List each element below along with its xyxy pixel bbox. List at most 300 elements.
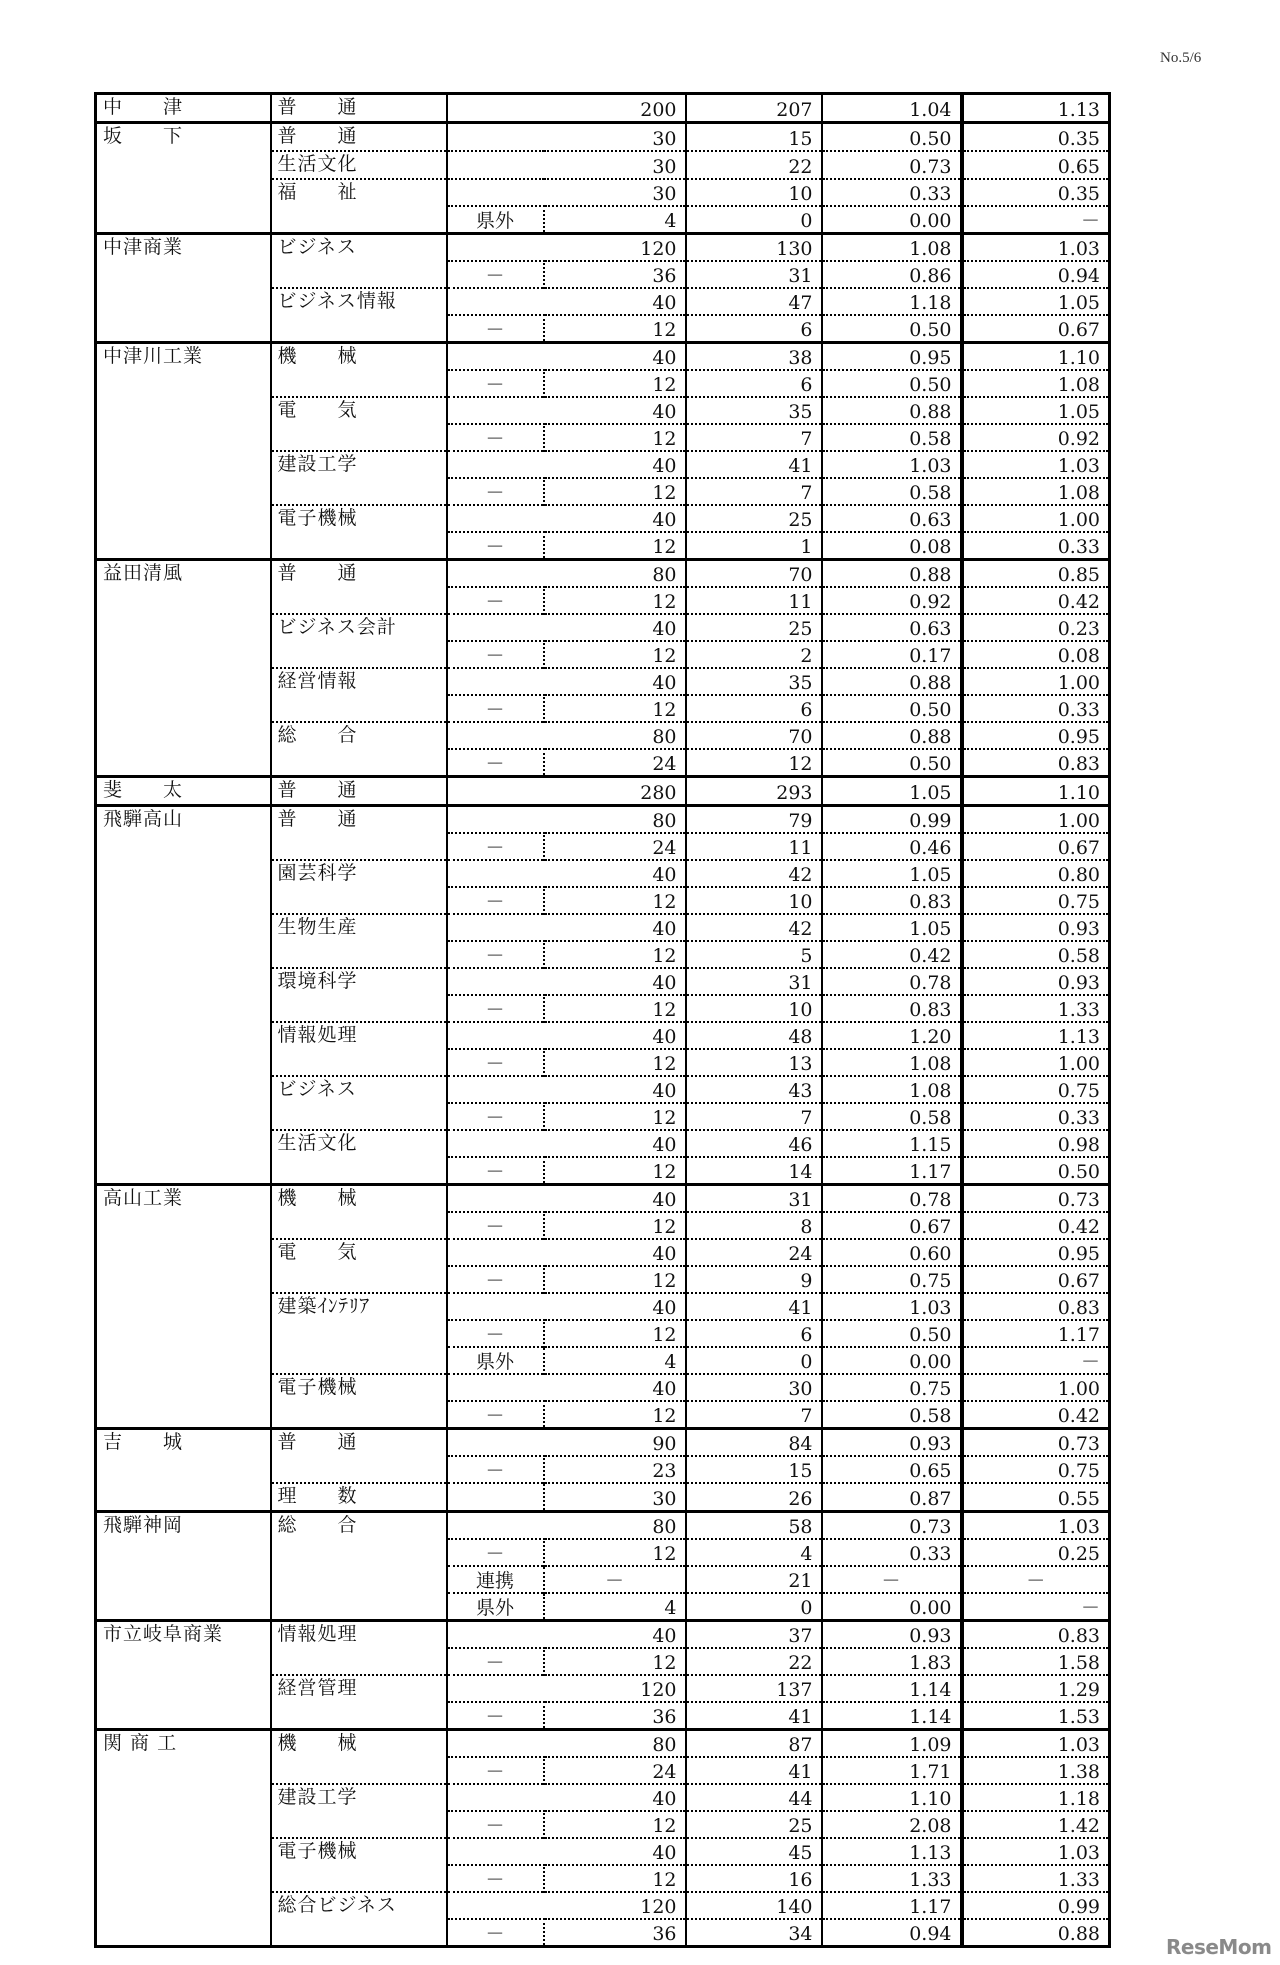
applicants-cell: 21 [686,1566,822,1593]
previous-ratio-cell: 0.88 [962,1919,1110,1947]
table-row [96,560,1110,588]
capacity-cell: 12 [544,1212,686,1239]
course-name: 生活文化 [271,1130,447,1185]
course-name: 経営管理 [271,1675,447,1730]
applicants-cell: 6 [686,315,822,343]
sub-category-label [447,1483,544,1512]
sub-category-label: － [447,641,544,668]
capacity-cell: 40 [447,1185,686,1213]
ratio-cell: 0.65 [822,1456,962,1483]
course-name: 生活文化 [271,151,447,179]
capacity-cell: 120 [447,234,686,262]
school-name: 益田清風 [96,560,271,777]
sub-category-label: － [447,1702,544,1730]
sub-category-label: － [447,261,544,288]
previous-ratio-cell: 0.98 [962,1130,1110,1157]
capacity-cell: 40 [447,1130,686,1157]
previous-ratio-cell: 0.35 [962,123,1110,152]
table-row [96,777,1110,806]
applicants-cell: 9 [686,1266,822,1293]
sub-category-label: － [447,995,544,1022]
applicants-cell: 47 [686,288,822,315]
ratio-cell: 0.33 [822,1539,962,1566]
capacity-cell: 12 [544,532,686,560]
table-row [96,1512,1110,1540]
previous-ratio-cell: 1.13 [962,94,1110,123]
ratio-cell: 0.99 [822,806,962,834]
ratio-cell: 0.83 [822,995,962,1022]
applicants-cell: 15 [686,123,822,152]
applicants-cell: 13 [686,1049,822,1076]
applicants-cell: 31 [686,968,822,995]
previous-ratio-cell: 1.03 [962,1730,1110,1758]
ratio-cell: 1.03 [822,451,962,478]
applicants-cell: 45 [686,1838,822,1865]
ratio-cell: 1.04 [822,94,962,123]
previous-ratio-cell: 1.33 [962,1865,1110,1892]
sub-category-label: 県外 [447,1593,544,1621]
applicants-cell: 24 [686,1239,822,1266]
capacity-cell: 12 [544,587,686,614]
applicants-cell: 0 [686,1347,822,1374]
course-name: ビジネス会計 [271,614,447,668]
sub-category-label: － [447,1865,544,1892]
table-row [96,1621,1110,1649]
capacity-cell: 12 [544,315,686,343]
ratio-cell: 0.73 [822,151,962,179]
ratio-cell: 0.50 [822,695,962,722]
capacity-cell: 80 [447,1512,686,1540]
applicants-cell: 22 [686,1648,822,1675]
ratio-cell: 0.58 [822,1401,962,1429]
applicants-cell: 31 [686,1185,822,1213]
ratio-cell: 0.00 [822,1347,962,1374]
previous-ratio-cell: 0.99 [962,1892,1110,1919]
sub-category-label: － [447,887,544,914]
applicants-cell: 12 [686,749,822,777]
ratio-cell: 0.46 [822,833,962,860]
capacity-cell: 24 [544,833,686,860]
applicants-cell: 70 [686,560,822,588]
applicants-cell: 26 [686,1483,822,1512]
applicants-cell: 0 [686,1593,822,1621]
course-name: 生物生産 [271,914,447,968]
ratio-cell: 2.08 [822,1811,962,1838]
ratio-cell: 0.58 [822,424,962,451]
previous-ratio-cell: 1.42 [962,1811,1110,1838]
capacity-cell: 40 [447,1784,686,1811]
previous-ratio-cell: 0.58 [962,941,1110,968]
previous-ratio-cell: 0.92 [962,424,1110,451]
capacity-cell: 90 [447,1429,686,1457]
course-name: 電子機械 [271,1838,447,1892]
previous-ratio-cell: 1.10 [962,777,1110,806]
capacity-cell: 30 [447,151,686,179]
capacity-cell: 12 [544,1049,686,1076]
ratio-cell: 0.94 [822,1919,962,1947]
previous-ratio-cell: 0.23 [962,614,1110,641]
previous-ratio-cell: 1.03 [962,451,1110,478]
applicants-cell: 34 [686,1919,822,1947]
applicants-cell: 30 [686,1374,822,1401]
ratio-cell: 0.08 [822,532,962,560]
capacity-cell: 12 [544,1103,686,1130]
course-name: 情報処理 [271,1022,447,1076]
table-row [96,123,1110,152]
applicants-cell: 41 [686,1702,822,1730]
previous-ratio-cell: 1.03 [962,1512,1110,1540]
applicants-cell: 70 [686,722,822,749]
ratio-cell: 1.18 [822,288,962,315]
applicants-cell: 2 [686,641,822,668]
course-name: 総合ビジネス [271,1892,447,1947]
ratio-cell: 0.95 [822,343,962,371]
course-name: 電子機械 [271,505,447,560]
previous-ratio-cell: 1.00 [962,1049,1110,1076]
course-name: 建設工学 [271,1784,447,1838]
capacity-cell: 40 [447,1022,686,1049]
sub-category-label: － [447,1103,544,1130]
previous-ratio-cell: 0.55 [962,1483,1110,1512]
previous-ratio-cell: 0.08 [962,641,1110,668]
applicants-cell: 14 [686,1157,822,1185]
sub-category-label: － [447,749,544,777]
ratio-cell: 0.93 [822,1621,962,1649]
previous-ratio-cell: 0.42 [962,1212,1110,1239]
applicants-cell: 41 [686,451,822,478]
capacity-cell: 12 [544,1648,686,1675]
applicants-cell: 0 [686,206,822,234]
applicants-cell: 43 [686,1076,822,1103]
previous-ratio-cell: 1.05 [962,288,1110,315]
capacity-cell: 40 [447,451,686,478]
capacity-cell: 12 [544,1865,686,1892]
previous-ratio-cell: 0.67 [962,833,1110,860]
ratio-cell: 0.50 [822,123,962,152]
course-name: 環境科学 [271,968,447,1022]
applicants-cell: 35 [686,397,822,424]
course-name: 普 通 [271,777,447,806]
course-name: 電 気 [271,1239,447,1293]
applicants-cell: 7 [686,478,822,505]
previous-ratio-cell: － [962,1593,1110,1621]
previous-ratio-cell: 1.03 [962,1838,1110,1865]
sub-category-label: － [447,1049,544,1076]
previous-ratio-cell: 0.42 [962,1401,1110,1429]
applicants-cell: 25 [686,505,822,532]
capacity-cell: 40 [447,1838,686,1865]
capacity-cell: 12 [544,1157,686,1185]
applicants-cell: 16 [686,1865,822,1892]
previous-ratio-cell: － [962,206,1110,234]
previous-ratio-cell: 0.94 [962,261,1110,288]
previous-ratio-cell: 1.10 [962,343,1110,371]
sub-category-label: － [447,1266,544,1293]
capacity-cell: 36 [544,1919,686,1947]
previous-ratio-cell: 0.67 [962,315,1110,343]
capacity-cell: 40 [447,505,686,532]
capacity-cell: 40 [447,1076,686,1103]
ratio-cell: 0.75 [822,1374,962,1401]
applicants-cell: 137 [686,1675,822,1702]
sub-category-label: － [447,315,544,343]
ratio-cell: 1.83 [822,1648,962,1675]
ratio-cell: 0.73 [822,1512,962,1540]
applicants-cell: 11 [686,587,822,614]
previous-ratio-cell: 0.80 [962,860,1110,887]
sub-category-label: － [447,695,544,722]
applicants-cell: 31 [686,261,822,288]
ratio-cell: 0.78 [822,1185,962,1213]
previous-ratio-cell: 0.33 [962,1103,1110,1130]
applicants-cell: 11 [686,833,822,860]
school-name: 坂 下 [96,123,271,234]
course-name: 機 械 [271,343,447,398]
course-name: 普 通 [271,1429,447,1484]
school-name: 中津川工業 [96,343,271,560]
course-name: 機 械 [271,1730,447,1785]
applicants-cell: 6 [686,1320,822,1347]
sub-category-label: － [447,1401,544,1429]
previous-ratio-cell: 1.38 [962,1757,1110,1784]
course-name: 福 祉 [271,179,447,234]
capacity-cell: 12 [544,1811,686,1838]
course-name: 建設工学 [271,451,447,505]
course-name: 経営情報 [271,668,447,722]
sub-category-label: － [447,1648,544,1675]
applicants-cell: 37 [686,1621,822,1649]
ratio-cell: 1.17 [822,1157,962,1185]
applicants-cell: 41 [686,1757,822,1784]
capacity-cell: 40 [447,860,686,887]
ratio-cell: 0.63 [822,505,962,532]
school-name: 斐 太 [96,777,271,806]
capacity-cell: 40 [447,288,686,315]
sub-category-label: － [447,1919,544,1947]
capacity-cell: 24 [544,749,686,777]
previous-ratio-cell: 0.95 [962,722,1110,749]
capacity-cell: 36 [544,261,686,288]
ratio-cell: 0.58 [822,1103,962,1130]
capacity-cell: 40 [447,1293,686,1320]
school-name: 吉 城 [96,1429,271,1512]
previous-ratio-cell: 1.00 [962,1374,1110,1401]
previous-ratio-cell: 0.75 [962,1456,1110,1483]
capacity-cell: 30 [544,1483,686,1512]
ratio-cell: 1.13 [822,1838,962,1865]
previous-ratio-cell: 0.50 [962,1157,1110,1185]
capacity-cell: 12 [544,941,686,968]
ratio-cell: 1.33 [822,1865,962,1892]
ratio-cell: 0.88 [822,722,962,749]
sub-category-label: － [447,587,544,614]
previous-ratio-cell: 1.33 [962,995,1110,1022]
resemom-logo: ReseMom [1166,1935,1272,1959]
applicants-cell: 35 [686,668,822,695]
applicants-cell: 58 [686,1512,822,1540]
course-name: 電 気 [271,397,447,451]
ratio-cell: 1.08 [822,1076,962,1103]
ratio-cell: 0.00 [822,1593,962,1621]
applicants-cell: 84 [686,1429,822,1457]
sub-category-label: － [447,1456,544,1483]
capacity-cell: 200 [447,94,686,123]
ratio-cell: 1.10 [822,1784,962,1811]
ratio-cell: 1.09 [822,1730,962,1758]
applicants-cell: 15 [686,1456,822,1483]
previous-ratio-cell: 1.18 [962,1784,1110,1811]
previous-ratio-cell: 1.08 [962,478,1110,505]
ratio-cell: 0.50 [822,315,962,343]
previous-ratio-cell: 1.03 [962,234,1110,262]
ratio-cell: － [822,1566,962,1593]
table-row [96,234,1110,262]
capacity-cell: 23 [544,1456,686,1483]
ratio-cell: 0.50 [822,370,962,397]
sub-category-label: － [447,1811,544,1838]
sub-category-label: 連携 [447,1566,544,1593]
capacity-cell: 12 [544,424,686,451]
applicants-cell: 7 [686,1401,822,1429]
applicants-cell: 25 [686,614,822,641]
table-row [96,1730,1110,1758]
course-name: 普 通 [271,806,447,861]
ratio-cell: 0.33 [822,179,962,206]
sub-category-label: － [447,1320,544,1347]
previous-ratio-cell: 1.17 [962,1320,1110,1347]
course-name: 建築ｲﾝﾃﾘｱ [271,1293,447,1374]
capacity-cell: 120 [447,1675,686,1702]
course-name: ビジネス [271,234,447,289]
capacity-cell: 280 [447,777,686,806]
previous-ratio-cell: 0.33 [962,532,1110,560]
previous-ratio-cell: 0.42 [962,587,1110,614]
applicants-cell: 79 [686,806,822,834]
sub-category-label: 県外 [447,206,544,234]
capacity-cell: 4 [544,1593,686,1621]
capacity-cell: 4 [544,206,686,234]
capacity-cell: 12 [544,478,686,505]
course-name: 情報処理 [271,1621,447,1676]
page-number: No.5/6 [1160,50,1202,66]
applicants-cell: 10 [686,887,822,914]
course-name: 普 通 [271,94,447,123]
ratio-cell: 0.67 [822,1212,962,1239]
applicants-cell: 46 [686,1130,822,1157]
capacity-cell: 12 [544,1539,686,1566]
applicants-cell: 207 [686,94,822,123]
capacity-cell: 36 [544,1702,686,1730]
ratio-cell: 0.75 [822,1266,962,1293]
capacity-cell: 4 [544,1347,686,1374]
ratio-cell: 0.42 [822,941,962,968]
previous-ratio-cell: － [962,1347,1110,1374]
ratio-cell: 1.15 [822,1130,962,1157]
capacity-cell: 40 [447,1621,686,1649]
applicants-cell: 6 [686,695,822,722]
ratio-cell: 0.93 [822,1429,962,1457]
school-name: 関 商 工 [96,1730,271,1947]
applicants-cell: 130 [686,234,822,262]
capacity-cell: 12 [544,370,686,397]
applicants-cell: 25 [686,1811,822,1838]
capacity-cell: 80 [447,1730,686,1758]
applicants-cell: 87 [686,1730,822,1758]
applicants-cell: 10 [686,995,822,1022]
previous-ratio-cell: 0.75 [962,887,1110,914]
capacity-cell: 12 [544,641,686,668]
previous-ratio-cell: 0.95 [962,1239,1110,1266]
course-name: 普 通 [271,123,447,152]
ratio-cell: 1.20 [822,1022,962,1049]
admission-results-table [94,92,1111,1948]
capacity-cell: 24 [544,1757,686,1784]
previous-ratio-cell: 1.00 [962,806,1110,834]
ratio-cell: 1.05 [822,860,962,887]
previous-ratio-cell: 0.93 [962,914,1110,941]
table-row [96,806,1110,834]
course-name: ビジネス情報 [271,288,447,343]
sub-category-label: － [447,1539,544,1566]
applicants-cell: 7 [686,1103,822,1130]
course-name: 総 合 [271,722,447,777]
applicants-cell: 8 [686,1212,822,1239]
course-name: ビジネス [271,1076,447,1130]
applicants-cell: 140 [686,1892,822,1919]
previous-ratio-cell: 1.00 [962,668,1110,695]
applicants-cell: 4 [686,1539,822,1566]
applicants-cell: 44 [686,1784,822,1811]
capacity-cell: 12 [544,887,686,914]
ratio-cell: 1.08 [822,1049,962,1076]
ratio-cell: 1.14 [822,1675,962,1702]
previous-ratio-cell: 0.67 [962,1266,1110,1293]
applicants-cell: 293 [686,777,822,806]
previous-ratio-cell: 0.73 [962,1185,1110,1213]
ratio-cell: 0.00 [822,206,962,234]
school-name: 中 津 [96,94,271,123]
ratio-cell: 0.50 [822,749,962,777]
applicants-cell: 5 [686,941,822,968]
capacity-cell: 12 [544,995,686,1022]
ratio-cell: 1.05 [822,777,962,806]
school-name: 中津商業 [96,234,271,343]
capacity-cell: 40 [447,968,686,995]
course-name: 理 数 [271,1483,447,1512]
ratio-cell: 1.05 [822,914,962,941]
sub-category-label: － [447,1212,544,1239]
table-body [96,94,1110,1947]
applicants-cell: 38 [686,343,822,371]
ratio-cell: 0.88 [822,397,962,424]
applicants-cell: 48 [686,1022,822,1049]
ratio-cell: 0.88 [822,560,962,588]
table-row [96,343,1110,371]
sub-category-label: － [447,478,544,505]
previous-ratio-cell: 1.53 [962,1702,1110,1730]
applicants-cell: 6 [686,370,822,397]
previous-ratio-cell: 0.73 [962,1429,1110,1457]
capacity-cell: 40 [447,914,686,941]
previous-ratio-cell: 1.08 [962,370,1110,397]
course-name: 普 通 [271,560,447,615]
capacity-cell: 12 [544,1320,686,1347]
course-name: 総 合 [271,1512,447,1621]
ratio-cell: 1.03 [822,1293,962,1320]
sub-category-label: － [447,532,544,560]
ratio-cell: 0.50 [822,1320,962,1347]
capacity-cell: 80 [447,560,686,588]
